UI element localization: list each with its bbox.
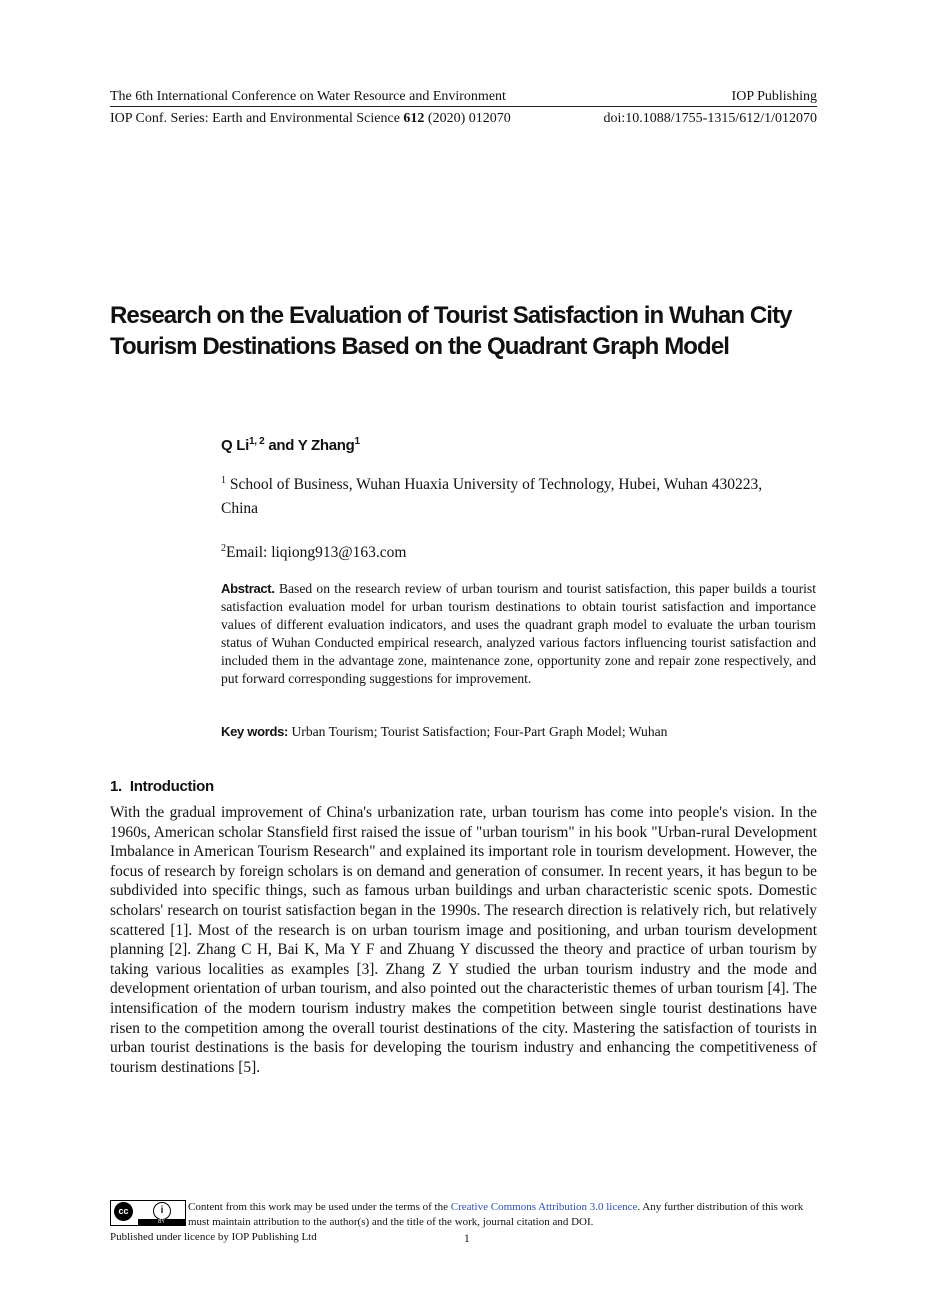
page-number: 1 [464,1233,470,1245]
published-under: Published under licence by IOP Publishing Ltd [110,1231,317,1243]
affiliation-mark: 2 [221,543,226,554]
affiliation-1 [221,469,781,521]
cc-by-logo [110,1200,186,1226]
author-name: Y Zhang [297,437,355,454]
publisher-name: IOP Publishing [731,89,817,104]
author-name: Q Li [221,437,249,454]
keywords [221,723,816,741]
abstract-text: Based on the research review of urban tourism and tourist satisfaction, this paper builds a tourist satisfaction evaluation model for urban tourism destinations to obtain tourist satisfaction and importance values of different evaluation indicators, and uses the quadrant graph model to evaluate the urban tourism status of Wuhan Conducted empirical research, analyzed various factors influencing tourist satisfaction and included them in the advantage zone, maintenance zone, opportunity zone and repair zone respectively, and put forward corresponding suggestions for improvement. [221,581,817,686]
abstract [221,580,816,688]
series-prefix: IOP Conf. Series: Earth and Environmental Science [110,111,404,126]
section-body: With the gradual improvement of China's urbanization rate, urban tourism has come into people's vision. In the 1960s, American scholar Stansfield first raised the issue of "urban tourism" in his book "Urban-rural Development Imbalance in American Tourism Research" and explained its important role in tourism development. However, the focus of research by foreign scholars is on demand and generation of consumer. In recent years, it has begun to be subdivided into specific things, such as famous urban buildings and urban characteristic scenic spots. Domestic scholars' research on tourist satisfaction began in the 1990s. The research direction is relatively rich, but relatively scattered [1]. Most of the research is on urban tourism image and positioning, and urban tourism development planning [2]. Zhang C H, Bai K, Ma Y F and Zhuang Y discussed the theory and practice of urban tourism by taking various localities as examples [3]. Zhang Z Y studied the urban tourism industry and the mode and development orientation of urban tourism, and also pointed out the characteristic themes of urban tourism [4]. The intensification of the modern tourism industry makes the competition between single tourist destinations have risen to the competition among the overall tourist destinations of the city. Mastering the satisfaction of tourists in urban tourist destinations is the basis for developing the tourism industry and enhancing the competitiveness of tourism destinations [5]. [110,804,817,1076]
attribution-person-icon: i [153,1202,171,1220]
paper-title: Research on the Evaluation of Tourist Satisfaction in Wuhan City Tourism Destinations Based on the Quadrant Graph Model [110,302,792,360]
author-affiliation-mark: 1, 2 [248,436,265,447]
section-number: 1. [110,778,122,795]
email-text: Email: liqiong913@163.com [226,544,407,562]
author-list [221,436,360,454]
section-heading [110,778,214,795]
by-label: BY [138,1219,185,1225]
abstract-label: Abstract. [221,581,275,596]
license-link[interactable]: Creative Commons Attribution 3.0 licence [450,1201,638,1213]
license-text-pre: Content from this work may be used under the terms of the [188,1201,451,1213]
license-text-post: . Any further distribution of this work must maintain attribution to the author(s) and the title of the work, journal citation and DOI. [188,1201,804,1228]
series-suffix: (2020) 012070 [424,111,511,126]
keywords-label: Key words: [221,724,289,739]
affiliation-2 [221,537,781,565]
affiliation-text: School of Business, Wuhan Huaxia University of Technology, Hubei, Wuhan 430223, China [221,476,763,518]
keywords-text: Urban Tourism; Tourist Satisfaction; Four-Part Graph Model; Wuhan [291,724,668,739]
conference-name: The 6th International Conference on Water Resource and Environment [110,89,506,104]
creative-commons-icon: cc [114,1202,133,1221]
section-title: Introduction [129,778,214,795]
series-citation [110,110,511,127]
doi: doi:10.1088/1755-1315/612/1/012070 [603,111,817,126]
license-notice [188,1200,818,1230]
affiliation-mark: 1 [221,475,226,486]
running-header [110,88,817,107]
author-joiner: and [264,437,298,454]
author-affiliation-mark: 1 [354,436,360,447]
series-volume: 612 [403,111,425,126]
